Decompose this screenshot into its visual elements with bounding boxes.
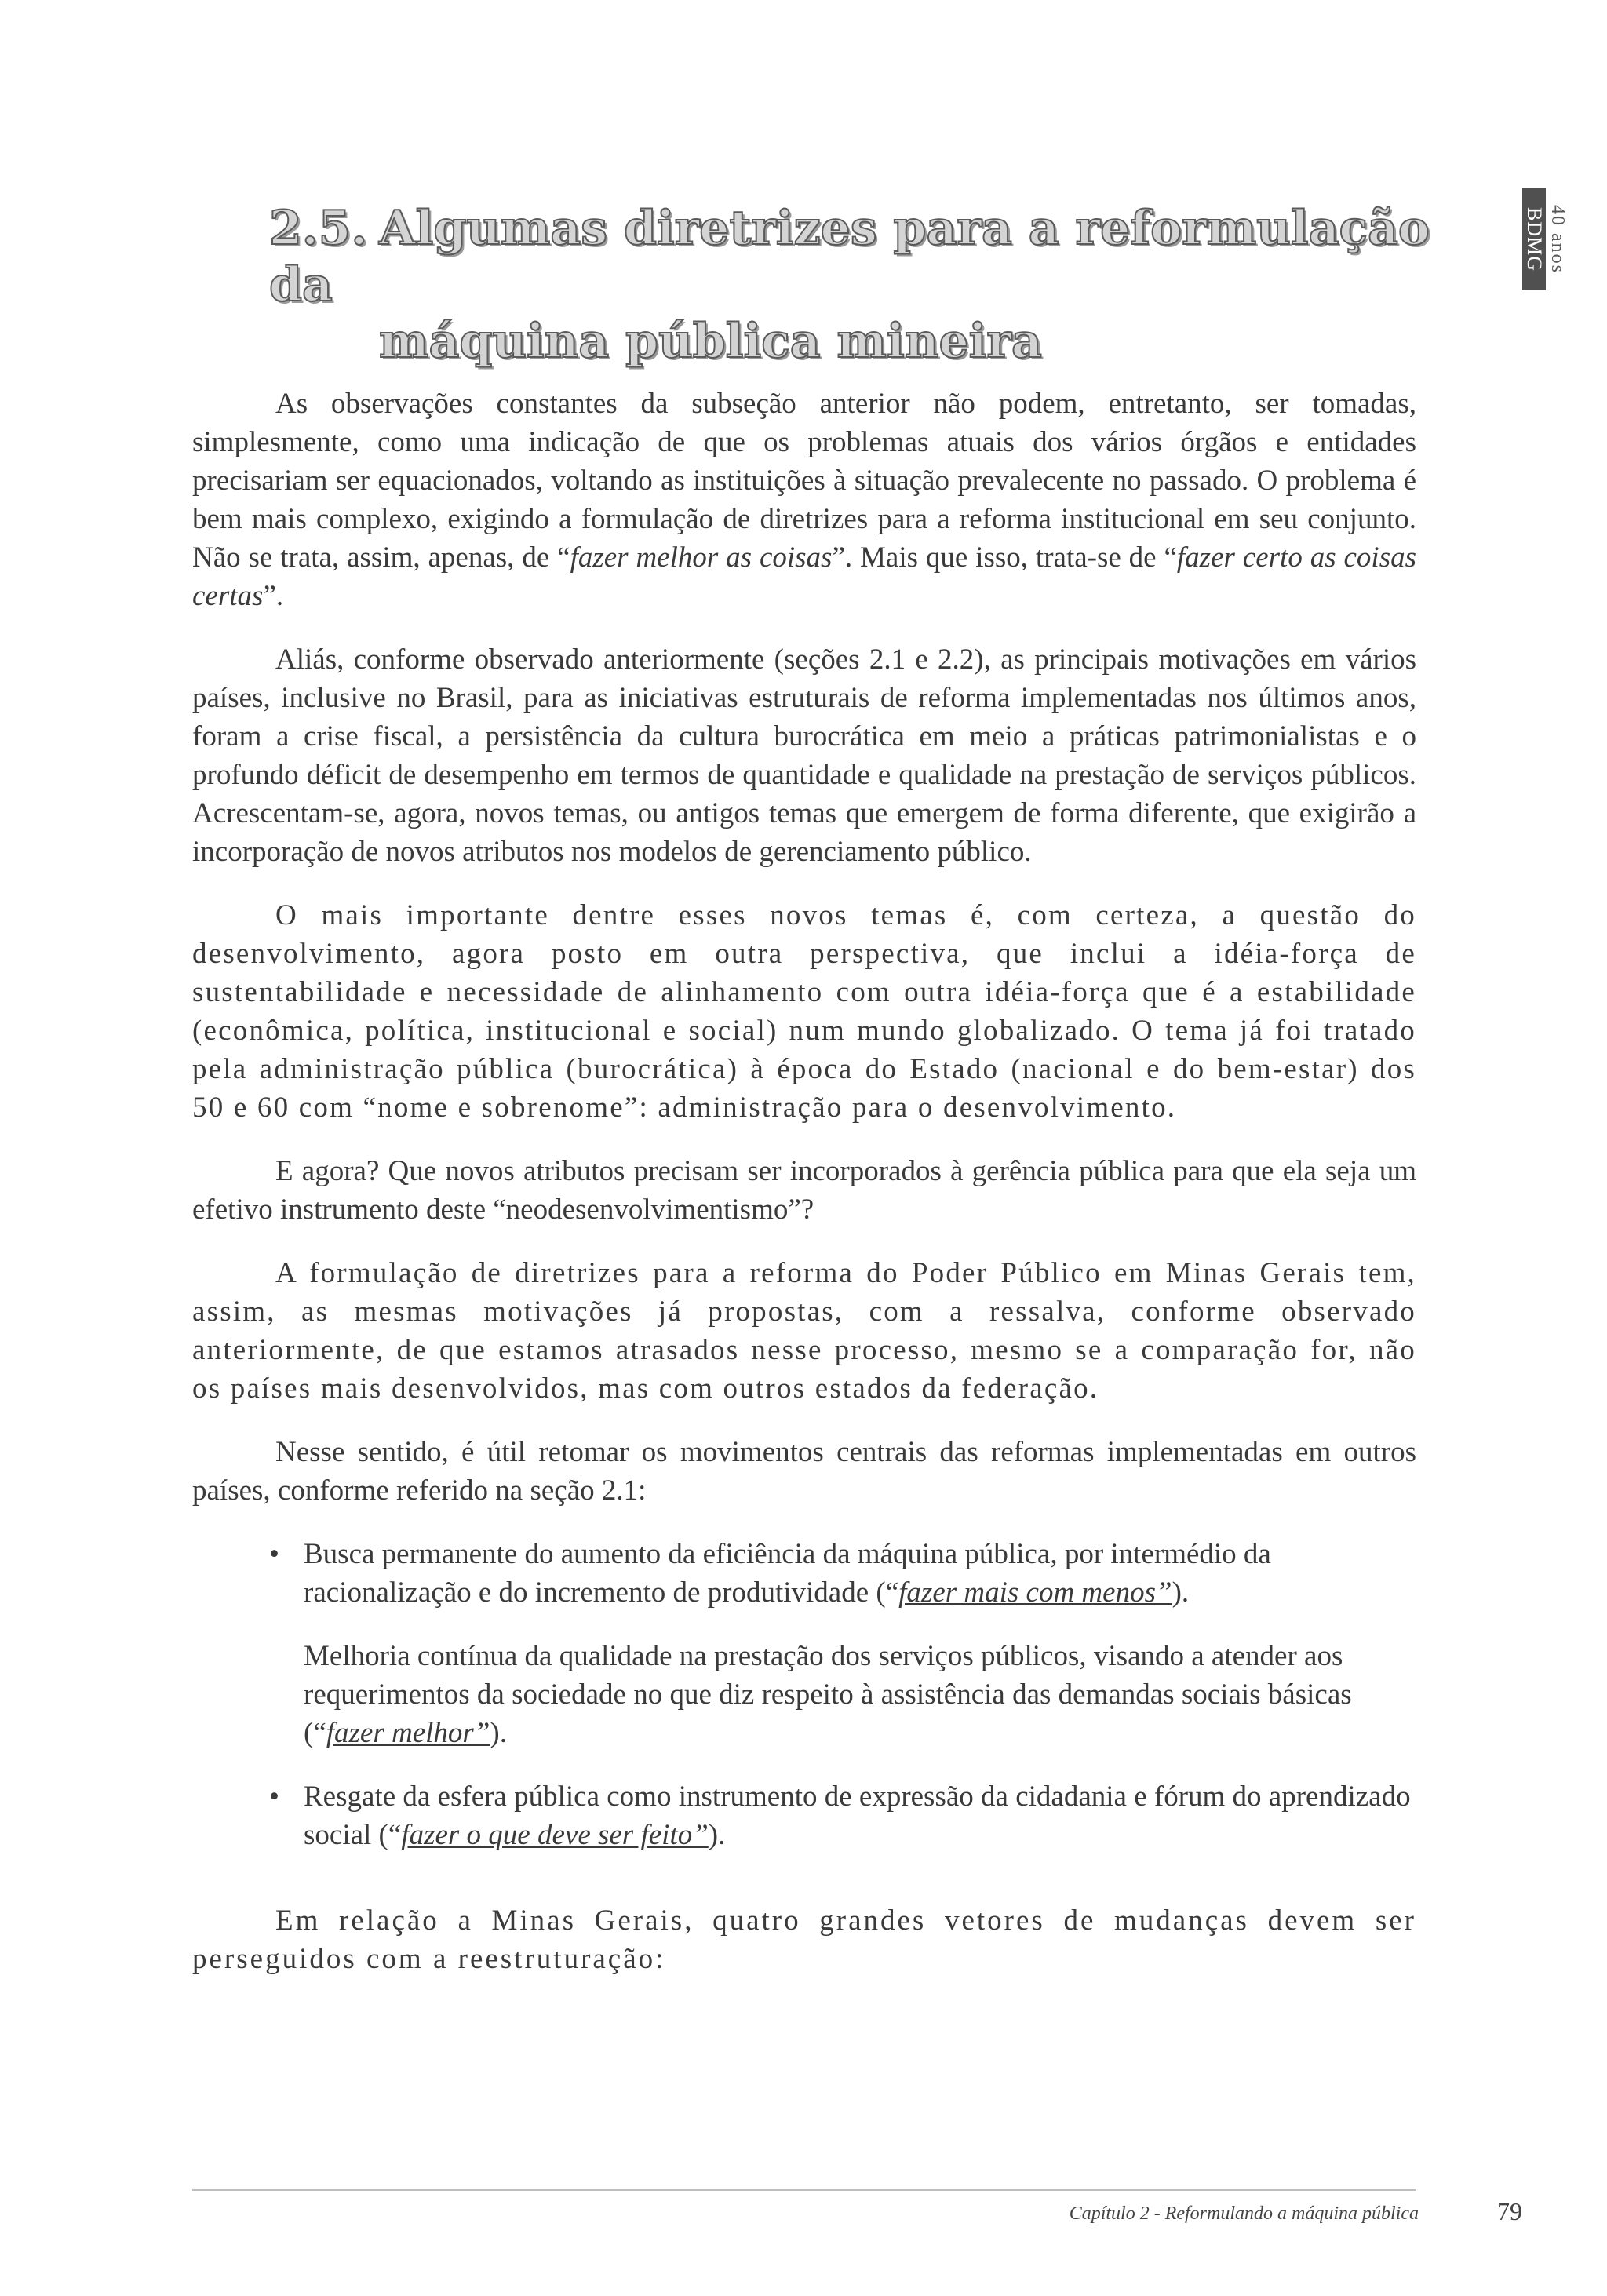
paragraph-2: Aliás, conforme observado anteriormente (seções 2.1 e 2.2), as principais motivações em vários países, inclusive no Brasil, para as iniciativas estruturais de reforma implementadas nos últimos anos, foram a crise fiscal, a persistência da cultura burocrática em meio a práticas patrimonialistas e o profundo déficit de desempenho em termos de quantidade e qualidade na prestação de serviços públicos. Acrescentam-se, agora, novos temas, ou antigos temas que emergem de forma diferente, que exigirão a incorporação de novos atributos nos modelos de gerenciamento público. <box>192 643 1416 868</box>
paragraph-4: E agora? Que novos atributos precisam ser incorporados à gerência pública para que ela seja um efetivo instrumento deste “neodesenvolvimentismo”? <box>192 1155 1416 1226</box>
reform-list-continued <box>192 1777 1416 1854</box>
emphasis-fazer-o-que-deve-ser-feito: fazer o que deve ser feito” <box>401 1819 709 1851</box>
list-item: • Resgate da esfera pública como instrumento de expressão da cidadania e fórum do aprendizado social (“fazer o que deve ser feito”). <box>192 1777 1416 1854</box>
paragraph-1: As observações constantes da subseção anterior não podem, entretanto, ser tomadas, simplesmente, como uma indicação de que os problemas atuais dos vários órgãos e entidades precisariam ser equacionados, voltando as instituições à situação prevalecente no passado. O problema é bem mais complexo, exigindo a formulação de diretrizes para a reforma institucional em seu conjunto. Não se trata, assim, apenas, de “fazer melhor as coisas”. Mais que isso, trata-se de “fazer certo as coisas certas”. <box>192 388 1416 612</box>
side-tab-years: 40 anos <box>1547 205 1568 274</box>
paragraph-6: Nesse sentido, é útil retomar os movimentos centrais das reformas implementadas em outros países, conforme referido na seção 2.1: <box>192 1436 1416 1507</box>
paragraph-5: A formulação de diretrizes para a reforma do Poder Público em Minas Gerais tem, assim, as mesmas motivações já propostas, com a ressalva, conforme observado anteriormente, de que estamos atrasados nesse processo, mesmo se a comparação for, não os países mais desenvolvidos, mas com outros estados da federação. <box>192 1257 1416 1405</box>
bullet-icon: • <box>269 1780 279 1813</box>
list-subitem: Melhoria contínua da qualidade na prestação dos serviços públicos, visando a atender aos requerimentos da sociedade no que diz respeito à assistência das demandas sociais básicas (“fazer melhor”). <box>304 1640 1352 1749</box>
footer-chapter-title: Capítulo 2 - Reformulando a máquina pública <box>1069 2203 1419 2224</box>
section-title-line-2: máquina pública mineira <box>379 314 1042 369</box>
body-text <box>192 384 1416 2003</box>
emphasis-fazer-certo: fazer certo as coisas certas <box>192 541 1416 612</box>
side-tab <box>1522 188 1569 290</box>
emphasis-fazer-mais-com-menos: fazer mais com menos” <box>898 1576 1172 1609</box>
emphasis-fazer-melhor-as-coisas: fazer melhor as coisas <box>570 541 833 574</box>
section-heading <box>269 200 1430 370</box>
paragraph-7: Em relação a Minas Gerais, quatro grandes vetores de mudanças devem ser perseguidos com a reestruturação: <box>192 1904 1416 1975</box>
section-number: 2.5. <box>269 201 368 256</box>
side-tab-brand: BDMG <box>1522 188 1546 290</box>
page-number: 79 <box>1497 2197 1522 2225</box>
paragraph-3: O mais importante dentre esses novos temas é, com certeza, a questão do desenvolvimento, agora posto em outra perspectiva, que inclui a idéia-força de sustentabilidade e necessidade de alinhamento com outra idéia-força que é a estabilidade (econômica, política, institucional e social) num mundo globalizado. O tema já foi tratado pela administração pública (burocrática) à época do Estado (nacional e do bem-estar) dos 50 e 60 com “nome e sobrenome”: administração para o desenvolvimento. <box>192 899 1416 1124</box>
reform-list <box>192 1535 1416 1612</box>
bullet-icon: • <box>269 1538 279 1570</box>
emphasis-fazer-melhor: fazer melhor” <box>326 1717 490 1749</box>
footer-rule <box>192 2189 1416 2191</box>
list-item: • Busca permanente do aumento da eficiência da máquina pública, por intermédio da racionalização e do incremento de produtividade (“fazer mais com menos”). <box>192 1535 1416 1612</box>
section-title-line-1: Algumas diretrizes para a reformulação da <box>269 201 1430 312</box>
